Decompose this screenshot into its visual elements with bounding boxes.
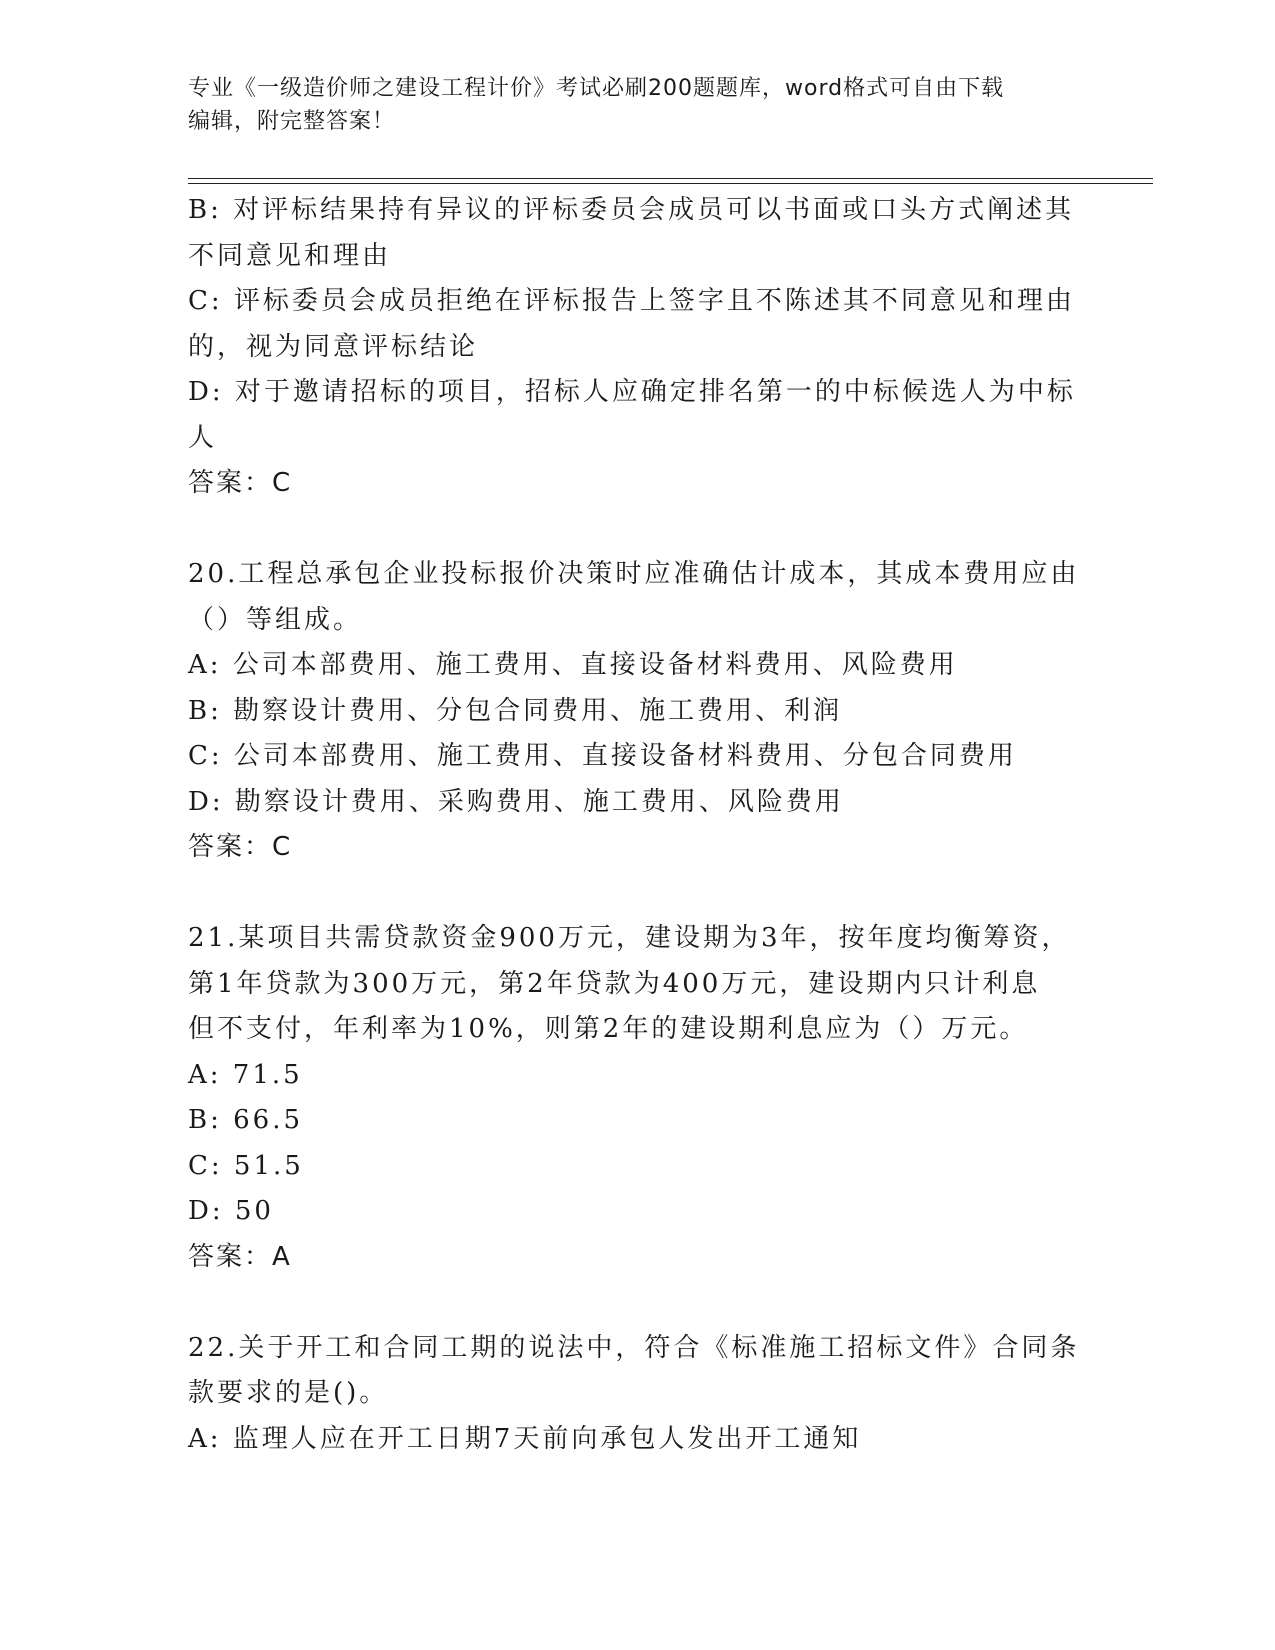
answer-line: 答案：A [188, 1241, 292, 1272]
question-stem-line-1: 22.关于开工和合同工期的说法中，符合《标准施工招标文件》合同条 [188, 1332, 1080, 1363]
question-20 [188, 552, 1088, 871]
question-spacer [188, 507, 1088, 553]
header-title-line-2: 编辑，附完整答案！ [188, 109, 396, 134]
question-19-continued [188, 188, 1088, 507]
answer-line: 答案：C [188, 832, 293, 862]
question-stem-line-1: 21.某项目共需贷款资金900万元，建设期为3年，按年度均衡筹资， [188, 923, 1071, 953]
option-d: D: 50 [188, 1196, 274, 1226]
option-d-line-2: 人 [188, 422, 218, 453]
question-content [188, 188, 1088, 1462]
header-divider-top [188, 178, 1153, 179]
option-b: B: 勘察设计费用、分包合同费用、施工费用、利润 [188, 695, 843, 726]
page-header [188, 72, 1068, 138]
option-a: A: 监理人应在开工日期7天前向承包人发出开工通知 [188, 1423, 862, 1454]
header-divider-bottom [188, 183, 1153, 184]
question-stem-line-2: 款要求的是()。 [188, 1378, 389, 1408]
question-stem-line-1: 20.工程总承包企业投标报价决策时应准确估计成本，其成本费用应由 [188, 559, 1080, 589]
option-a: A: 公司本部费用、施工费用、直接设备材料费用、风险费用 [188, 650, 958, 680]
question-stem-line-3: 但不支付，年利率为10%，则第2年的建设期利息应为（）万元。 [188, 1014, 1029, 1044]
option-c-line-1: C: 评标委员会成员拒绝在评标报告上签字且不陈述其不同意见和理由 [188, 286, 1075, 316]
option-c-line-2: 的，视为同意评标结论 [188, 331, 479, 362]
option-a: A: 71.5 [188, 1059, 303, 1090]
option-b: B: 66.5 [188, 1105, 304, 1135]
question-21 [188, 916, 1088, 1280]
option-c: C: 公司本部费用、施工费用、直接设备材料费用、分包合同费用 [188, 741, 1017, 771]
question-stem-line-2: （）等组成。 [188, 604, 363, 635]
question-22 [188, 1326, 1088, 1463]
question-spacer [188, 871, 1088, 917]
question-stem-line-2: 第1年贷款为300万元，第2年贷款为400万元，建设期内只计利息 [188, 968, 1041, 999]
question-spacer [188, 1280, 1088, 1326]
option-c: C: 51.5 [188, 1150, 304, 1181]
option-b-line-1: B: 对评标结果持有异议的评标委员会成员可以书面或口头方式阐述其 [188, 195, 1075, 225]
option-d-line-1: D: 对于邀请招标的项目，招标人应确定排名第一的中标候选人为中标 [188, 377, 1076, 407]
option-b-line-2: 不同意见和理由 [188, 240, 392, 271]
header-title-line-1: 专业《一级造价师之建设工程计价》考试必刷200题题库，word格式可自由下载 [188, 76, 1005, 101]
answer-line: 答案：C [188, 468, 293, 498]
option-d: D: 勘察设计费用、采购费用、施工费用、风险费用 [188, 786, 844, 817]
